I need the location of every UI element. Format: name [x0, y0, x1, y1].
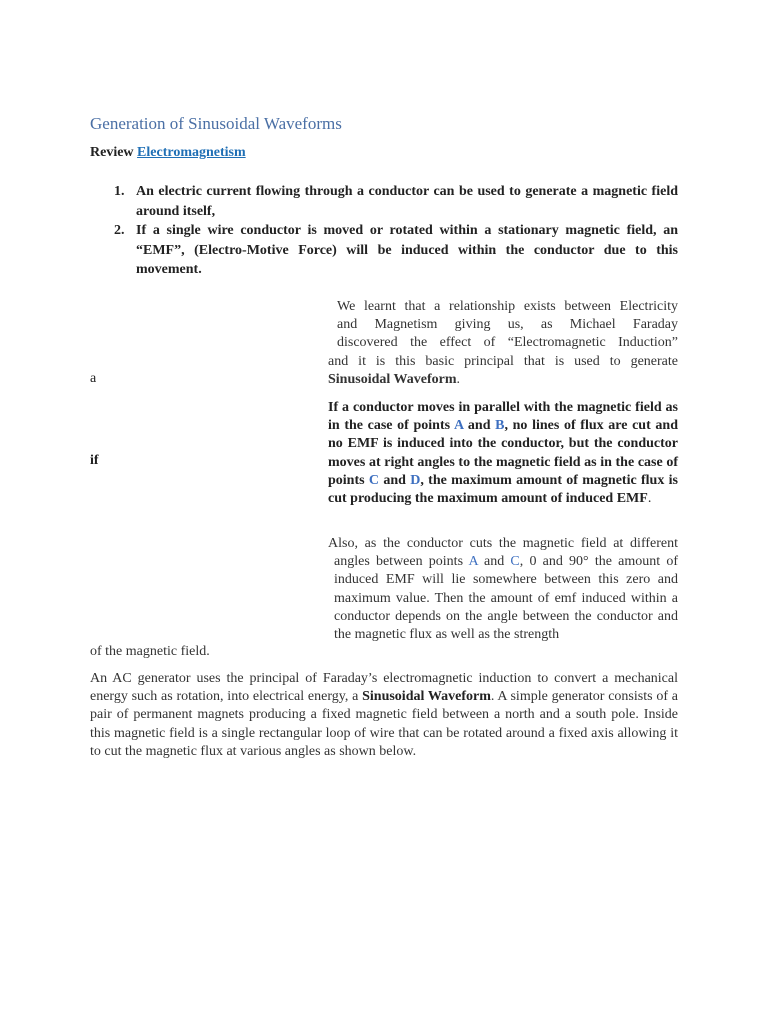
list-item: [90, 182, 678, 221]
section-heading: Generation of Sinusoidal Waveforms: [90, 114, 342, 133]
paragraph-line: Also, as the conductor cuts the magnetic field at different: [328, 536, 678, 551]
bold-term: Sinusoidal Waveform: [362, 689, 491, 705]
paragraph-tail: of the magnetic field.: [90, 644, 210, 659]
paragraph-line: and it is this basic principal that is used to generate: [328, 353, 678, 369]
paragraph-line: We learnt that a relationship exists between Electricity: [337, 299, 678, 314]
point-label-a: A: [453, 418, 464, 434]
review-list: [90, 182, 678, 280]
review-label: Review: [90, 145, 134, 160]
list-item-text: An electric current flowing through a conductor can be used to generate a magnetic field around itself,: [136, 184, 678, 219]
point-label-a: A: [468, 554, 478, 570]
point-label-c: C: [368, 472, 380, 488]
paragraph-line: discovered the effect of “Electromagnetic Induction”: [337, 335, 678, 351]
point-label-b: B: [495, 418, 505, 434]
angle-paragraph: Also, as the conductor cuts the magnetic field at different angles between points A and C, 0 and 90° the amount of induced EMF will lie somewhere between this zero and maximum value. Then the amount of emf induced within a conductor depends on the angle between the conductor and the magnetic flux as well as the strength: [328, 536, 678, 643]
paragraph-line: Sinusoidal Waveform.: [328, 371, 460, 387]
electromagnetism-link[interactable]: Electromagnetism: [137, 145, 246, 160]
stray-text-a: a: [90, 371, 97, 386]
ac-generator-paragraph: An AC generator uses the principal of Faraday’s electromagnetic induction to convert a mechanical energy such as rotation, into electrical energy, a Sinusoidal Waveform. A simple generator consists of a pair of permanent magnets producing a fixed magnetic field between a north and a south pole. Inside this magnetic field is a single rectangular loop of wire that can be rotated around a fixed axis allowing it to cut the magnetic flux at various angles as shown below.: [90, 671, 678, 759]
bold-term: Sinusoidal Waveform: [328, 371, 457, 387]
stray-text-if: if: [90, 453, 99, 468]
faraday-paragraph: [328, 298, 678, 389]
list-item: [90, 221, 678, 280]
conductor-motion-paragraph: If a conductor moves in parallel with the magnetic field as in the case of points A and B, no lines of flux are cut and no EMF is induced into the conductor, but the conductor moves at right angles to the magnetic field as in the case of points C and D, the maximum amount of magnetic flux is cut producing the maximum amount of induced EMF.: [328, 400, 678, 507]
paragraph-line: and Magnetism giving us, as Michael Faraday: [337, 317, 678, 333]
point-label-d: D: [410, 472, 421, 488]
review-line: [90, 145, 246, 161]
list-item-number: 1.: [114, 184, 125, 199]
list-item-text: If a single wire conductor is moved or rotated within a stationary magnetic field, an “EMF”, (Electro-Motive Force) will be induced within the conductor due to this movement.: [136, 223, 678, 277]
point-label-c: C: [510, 554, 520, 570]
list-item-number: 2.: [114, 223, 125, 238]
